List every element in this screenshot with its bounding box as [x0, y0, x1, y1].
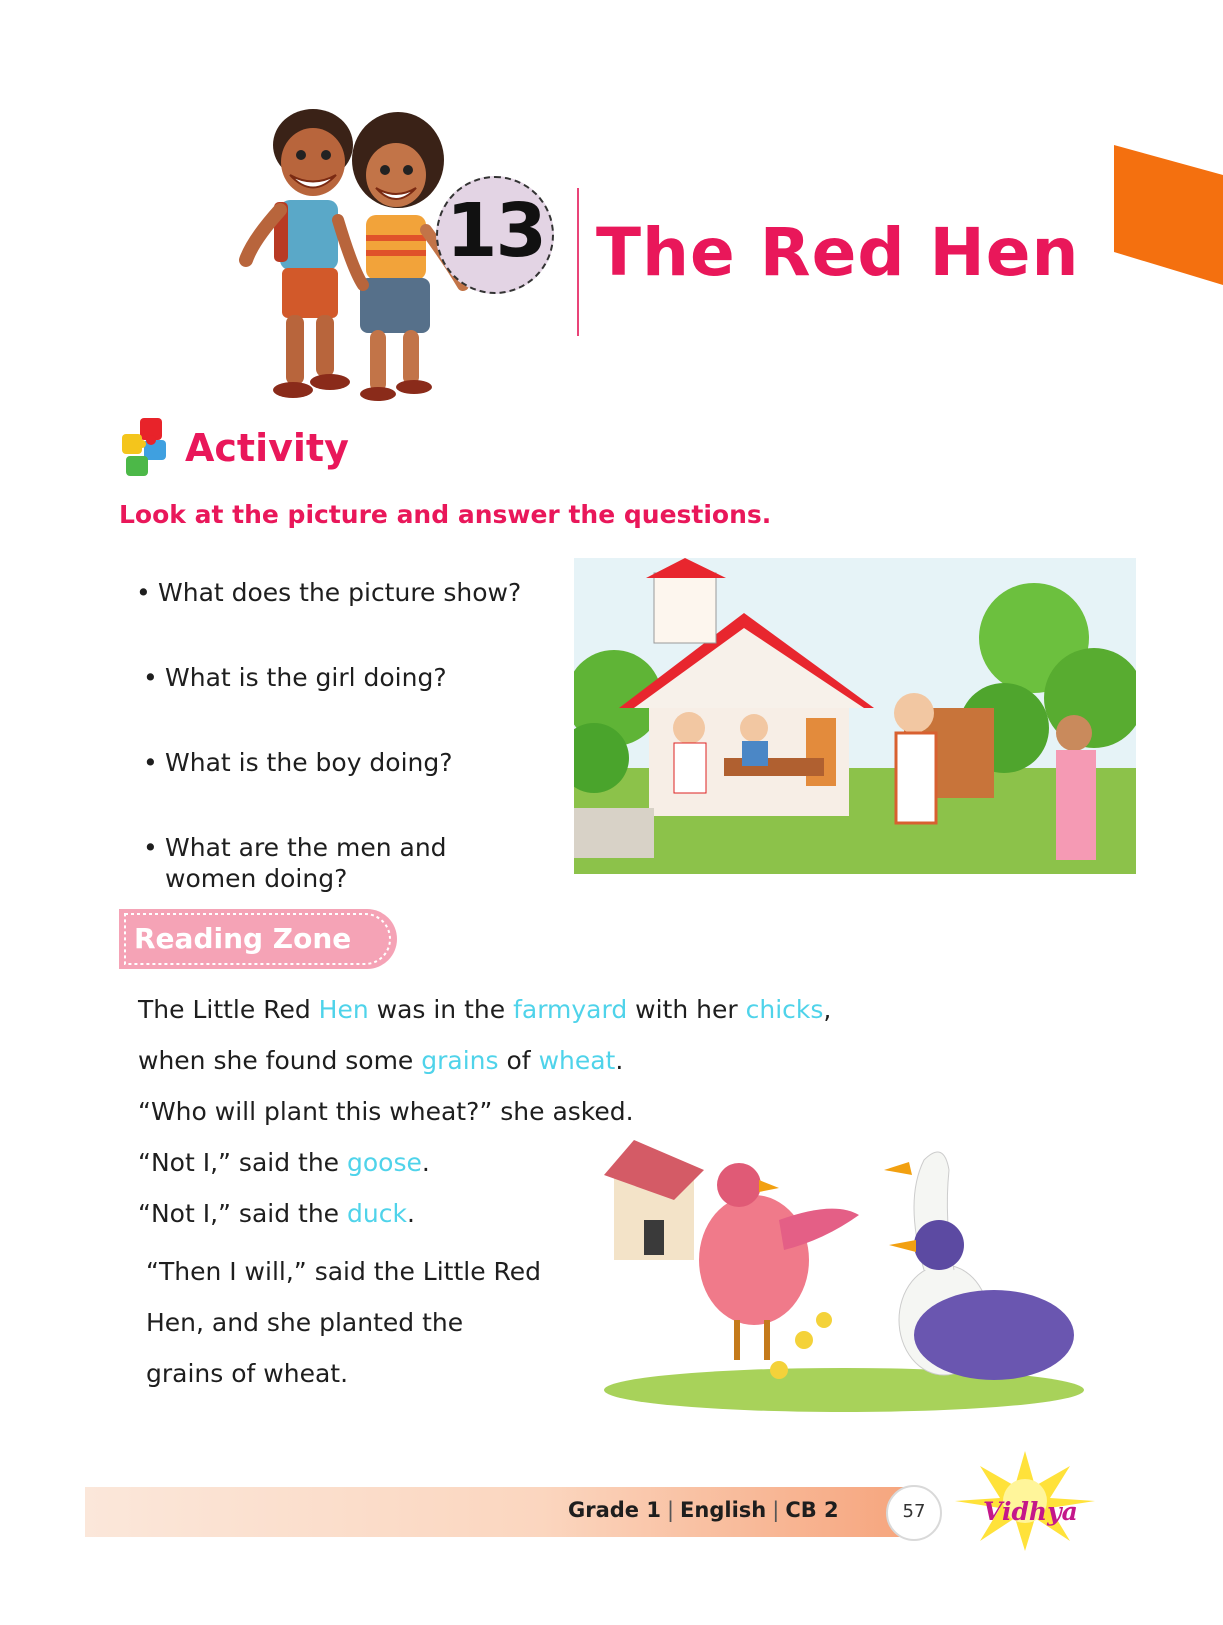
reading-text: “Not I,” said the: [138, 1199, 347, 1228]
reading-line: [138, 995, 831, 1024]
page-title: The Red Hen: [596, 214, 1080, 291]
vocabulary-word: wheat: [538, 1046, 616, 1075]
bullet: •: [143, 833, 158, 862]
reading-zone-label: Reading Zone: [134, 922, 352, 955]
reading-text: The Little Red: [138, 995, 319, 1024]
reading-text: .: [615, 1046, 624, 1075]
garden-scene-illustration: [574, 558, 1136, 874]
vocabulary-word: grains: [421, 1046, 499, 1075]
reading-line: [138, 1148, 430, 1177]
question-text: What is the girl doing?: [165, 663, 447, 692]
footer-separator: |: [772, 1498, 780, 1522]
question-text: What does the picture show?: [158, 578, 522, 607]
reading-text: of: [498, 1046, 539, 1075]
reading-text: “Then I will,” said the Little Red: [146, 1257, 542, 1286]
vocabulary-word: farmyard: [513, 995, 628, 1024]
reading-line: [138, 1199, 415, 1228]
reading-line: [146, 1359, 348, 1388]
reading-text: grains of wheat.: [146, 1359, 349, 1388]
reading-text: was in the: [368, 995, 514, 1024]
vocabulary-word: chicks: [745, 995, 824, 1024]
bullet: •: [143, 663, 158, 692]
reading-line: [146, 1257, 541, 1286]
vocabulary-word: Hen: [318, 995, 369, 1024]
question-item: [136, 577, 521, 608]
question-item: [143, 662, 447, 693]
hen-goose-duck-illustration: [604, 1140, 1104, 1415]
footer-subject: English: [680, 1498, 767, 1522]
reading-text: “Who will plant this wheat?” she asked.: [138, 1097, 634, 1126]
vocabulary-word: duck: [347, 1199, 407, 1228]
vidhya-logo-text: Vidhya: [983, 1497, 1078, 1526]
reading-line: [146, 1308, 463, 1337]
chapter-number: 13: [446, 188, 545, 274]
footer-separator: |: [666, 1498, 675, 1522]
question-text: What are the men and: [165, 833, 447, 862]
question-text-continued: women doing?: [165, 864, 348, 893]
reading-text: “Not I,” said the: [138, 1148, 347, 1177]
reading-text: when she found some: [138, 1046, 422, 1075]
reading-text: .: [421, 1148, 430, 1177]
bullet: •: [143, 748, 158, 777]
reading-line: [138, 1046, 623, 1075]
chapter-tab-marker: [1114, 145, 1223, 285]
vocabulary-word: goose: [347, 1148, 422, 1177]
reading-text: ,: [823, 995, 832, 1024]
question-item: [143, 747, 453, 778]
question-item: [143, 832, 447, 894]
reading-text: with her: [627, 995, 746, 1024]
reading-line: [138, 1097, 634, 1126]
footer-book: CB 2: [785, 1498, 839, 1522]
bullet: •: [136, 578, 151, 607]
page-number: 57: [902, 1501, 926, 1522]
footer-text: [568, 1498, 839, 1522]
activity-heading: Activity: [185, 426, 349, 470]
reading-text: Hen, and she planted the: [146, 1308, 464, 1337]
reading-text: .: [406, 1199, 415, 1228]
activity-instruction: Look at the picture and answer the questions.: [119, 500, 772, 529]
question-text: What is the boy doing?: [165, 748, 453, 777]
title-divider: [577, 188, 579, 336]
puzzle-icon: [120, 416, 178, 478]
footer-grade: Grade 1: [568, 1498, 661, 1522]
